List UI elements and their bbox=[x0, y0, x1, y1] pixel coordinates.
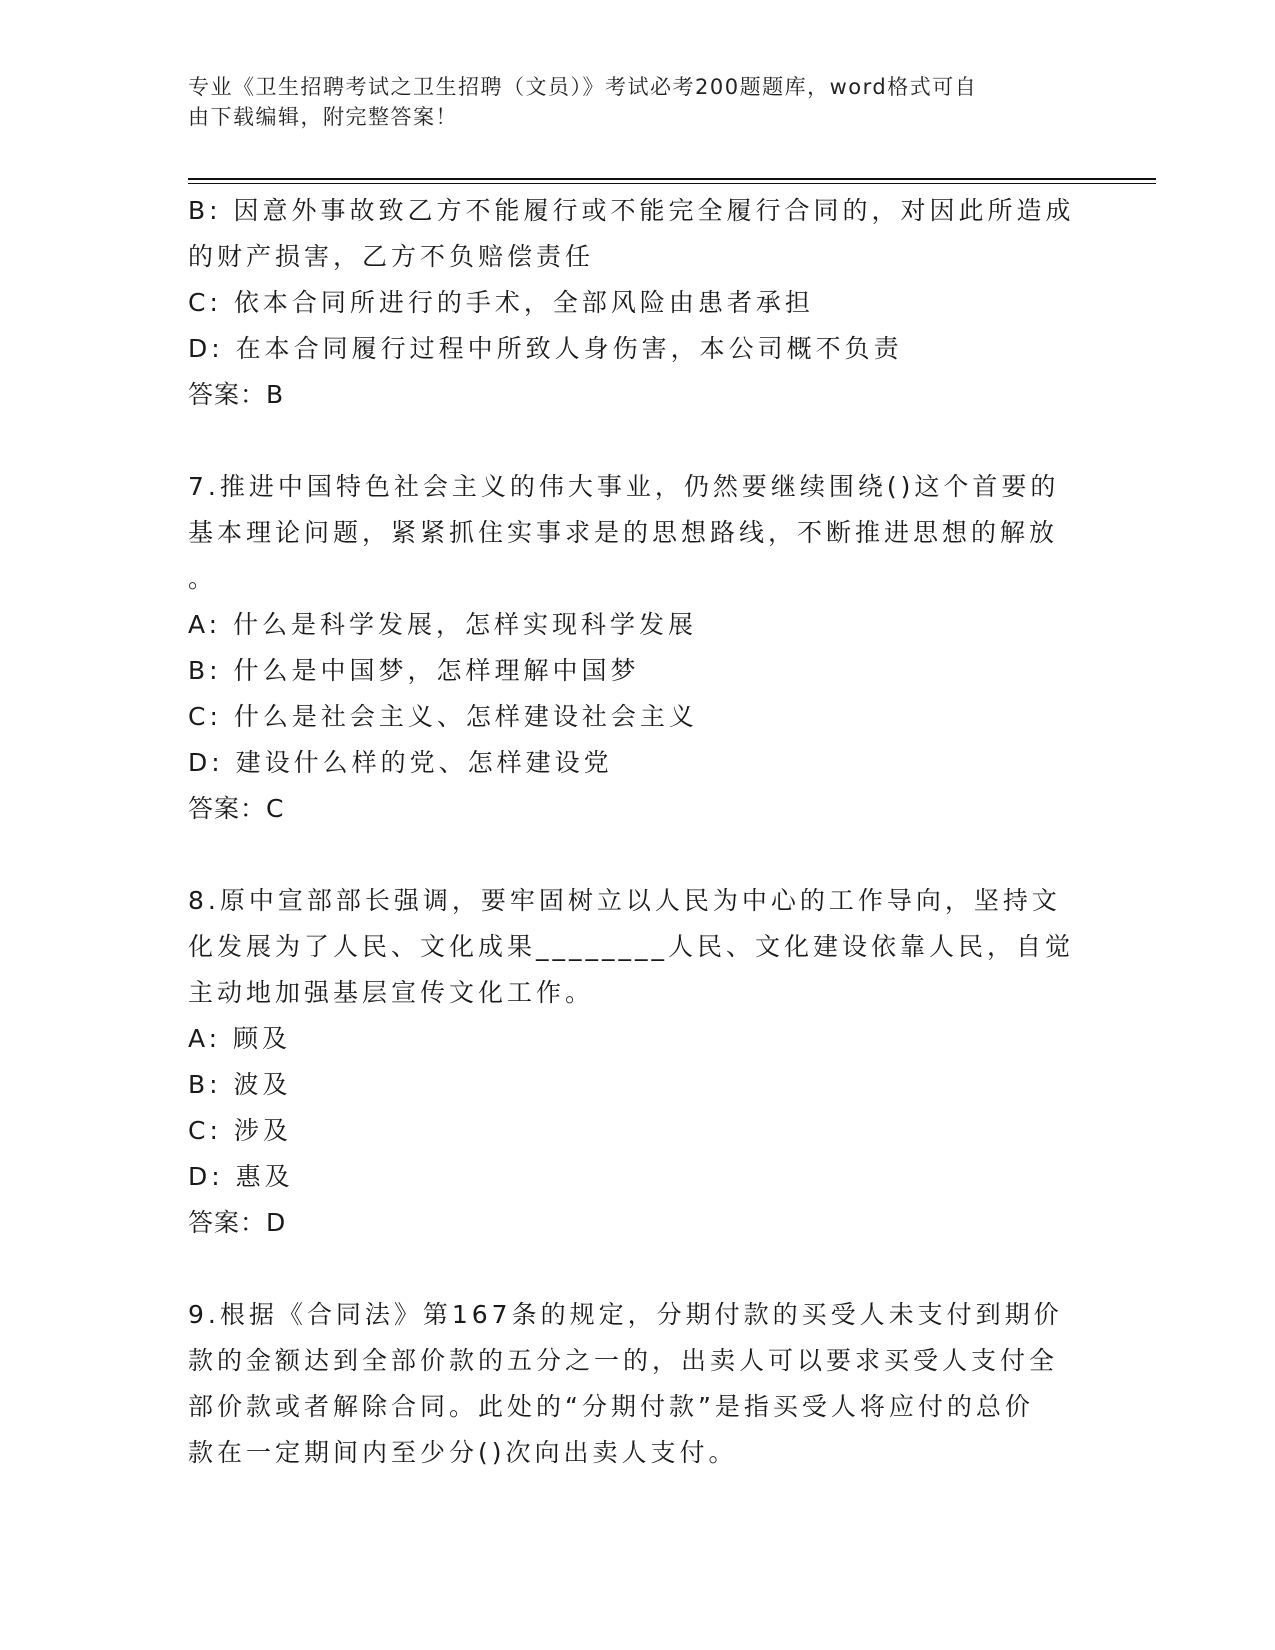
question-stem: 7.推进中国特色社会主义的伟大事业，仍然要继续围绕()这个首要的 bbox=[188, 472, 1060, 501]
option-b: B: 波及 bbox=[188, 1070, 292, 1099]
question-stem-cont: 款的金额达到全部价款的五分之一的，出卖人可以要求买受人支付全 bbox=[188, 1346, 1059, 1375]
answer: 答案：D bbox=[188, 1208, 287, 1237]
question-content bbox=[188, 188, 1088, 1476]
option-b: B: 因意外事故致乙方不能履行或不能完全履行合同的，对因此所造成 bbox=[188, 196, 1075, 225]
option-d: D: 建设什么样的党、怎样建设党 bbox=[188, 748, 613, 777]
header-rule-thin bbox=[188, 183, 1156, 184]
question-7 bbox=[188, 464, 1088, 832]
header-line-1: 专业《卫生招聘考试之卫生招聘（文员）》考试必考200题题库，word格式可自 bbox=[188, 75, 978, 99]
question-stem-cont: 基本理论问题，紧紧抓住实事求是的思想路线，不断推进思想的解放 bbox=[188, 518, 1059, 547]
question-stem-cont: 部价款或者解除合同。此处的“分期付款”是指买受人将应付的总价 bbox=[188, 1392, 1034, 1421]
header-rule-thick bbox=[188, 178, 1156, 180]
spacer bbox=[188, 1246, 1088, 1292]
option-c: C: 依本合同所进行的手术，全部风险由患者承担 bbox=[188, 288, 814, 317]
option-b: B: 什么是中国梦，怎样理解中国梦 bbox=[188, 656, 640, 685]
question-stem: 8.原中宣部部长强调，要牢固树立以人民为中心的工作导向，坚持文 bbox=[188, 886, 1061, 915]
option-d: D: 惠及 bbox=[188, 1162, 294, 1191]
spacer bbox=[188, 832, 1088, 878]
question-stem-cont: 化发展为了人民、文化成果________人民、文化建设依靠人民，自觉 bbox=[188, 932, 1075, 961]
page-header bbox=[188, 72, 1068, 132]
question-9 bbox=[188, 1292, 1088, 1476]
question-stem-end: 款在一定期间内至少分()次向出卖人支付。 bbox=[188, 1438, 738, 1467]
header-line-2: 由下载编辑，附完整答案！ bbox=[188, 105, 458, 129]
spacer bbox=[188, 418, 1088, 464]
option-c: C: 什么是社会主义、怎样建设社会主义 bbox=[188, 702, 698, 731]
question-stem-end: 。 bbox=[188, 564, 218, 593]
question-stem-end: 主动地加强基层宣传文化工作。 bbox=[188, 978, 595, 1007]
option-b-cont: 的财产损害，乙方不负赔偿责任 bbox=[188, 242, 595, 271]
answer: 答案：C bbox=[188, 794, 285, 823]
question-stem: 9.根据《合同法》第167条的规定，分期付款的买受人未支付到期价 bbox=[188, 1300, 1063, 1329]
option-a: A: 什么是科学发展，怎样实现科学发展 bbox=[188, 610, 698, 639]
question-8 bbox=[188, 878, 1088, 1246]
option-d: D: 在本合同履行过程中所致人身伤害，本公司概不负责 bbox=[188, 334, 903, 363]
answer: 答案：B bbox=[188, 380, 285, 409]
question-6-fragment bbox=[188, 188, 1088, 418]
option-c: C: 涉及 bbox=[188, 1116, 292, 1145]
option-a: A: 顾及 bbox=[188, 1024, 292, 1053]
